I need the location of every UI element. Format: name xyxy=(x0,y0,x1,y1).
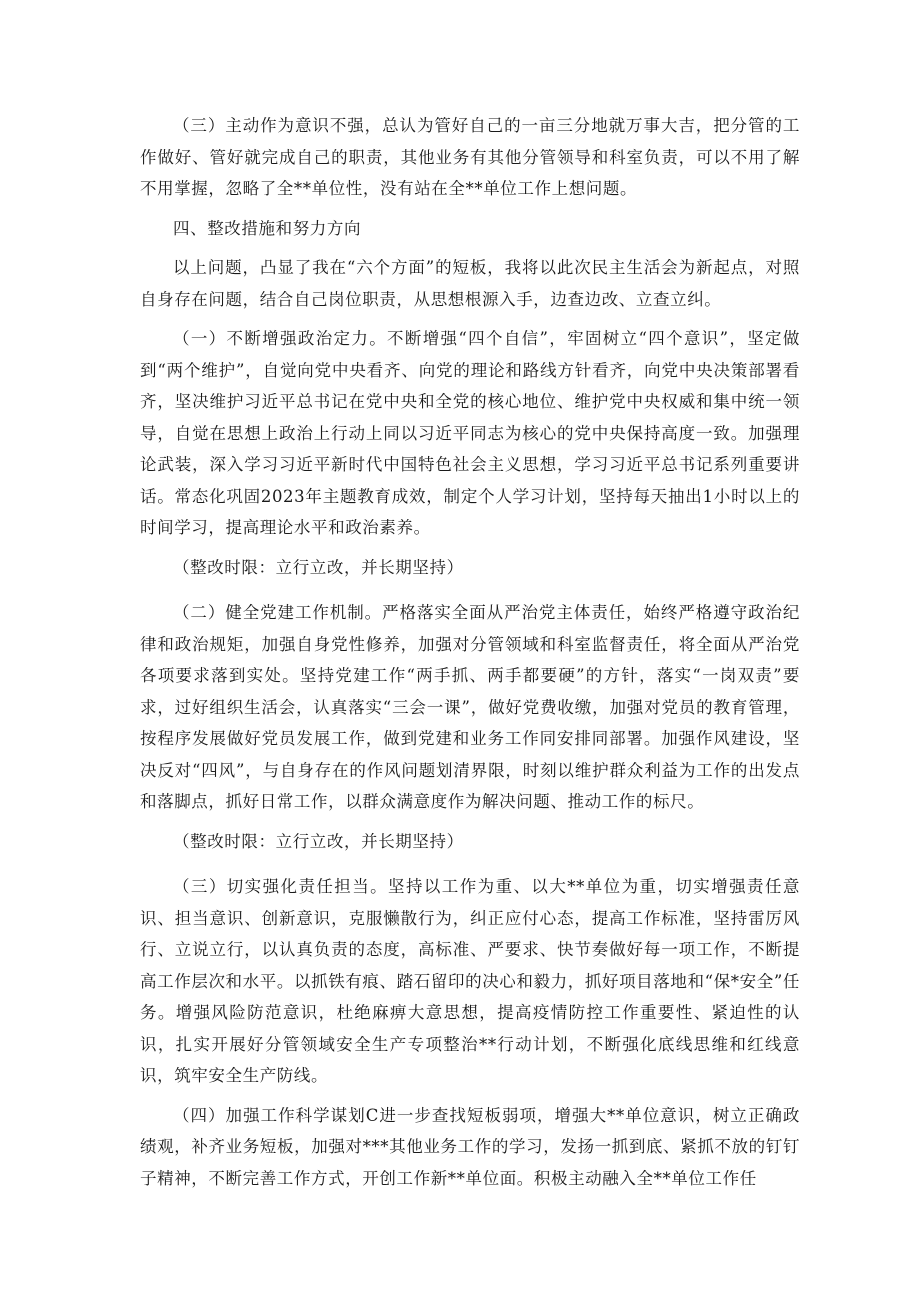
paragraph-er-party-building: （二）健全党建工作机制。严格落实全面从严治党主体责任，始终严格遵守政治纪律和政治规矩，加强自身党性修养，加强对分管领域和科室监督责任，将全面从严治党各项要求落到实处。坚持党建工作“两手抓、两手都要硬”的方针，落实“一岗双责”要求，过好组织生活会，认真落实“三会一课”，做好党费收缴，加强对党员的教育管理，按程序发展做好党员发展工作，做到党建和业务工作同安排同部署。加强作风建设，坚决反对“四风”，与自身存在的作风问题划清界限，时刻以维护群众利益为工作的出发点和落脚点，抓好日常工作，以群众满意度作为解决问题、推动工作的标尺。 xyxy=(140,603,800,811)
paragraph-intro-rectification: 以上问题，凸显了我在“六个方面”的短板，我将以此次民主生活会为新起点，对照自身存在问题，结合自己岗位职责，从思想根源入手，边查边改、立查立纠。 xyxy=(140,258,800,309)
deadline-note-1: （整改时限：立行立改，并长期坚持） xyxy=(173,557,464,577)
paragraph-san-proactive-awareness: （三）主动作为意识不强，总认为管好自己的一亩三分地就万事大吉，把分管的工作做好、管好就完成自己的职责，其他业务有其他分管领导和科室负责，可以不用了解不用掌握，忽略了全**单位性，没有站在全**单位工作上想问题。 xyxy=(140,116,800,198)
section-heading-rectification-measures: 四、整改措施和努力方向 xyxy=(173,218,362,238)
paragraph-si-work-planning: （四）加强工作科学谋划C进一步查找短板弱项，增强大**单位意识，树立正确政绩观，补齐业务短板，加强对***其他业务工作的学习，发扬一抓到底、紧抓不放的钉钉子精神，不断完善工作方式，开创工作新**单位面。积极主动融入全**单位工作任 xyxy=(140,1105,800,1188)
deadline-note-2: （整改时限：立行立改，并长期坚持） xyxy=(173,831,464,851)
paragraph-san-responsibility: （三）切实强化责任担当。坚持以工作为重、以大**单位为重，切实增强责任意识、担当意识、创新意识，克服懒散行为，纠正应付心态，提高工作标准，坚持雷厉风行、立说立行，以认真负责的态度，高标准、严要求、快节奏做好每一项工作，不断提高工作层次和水平。以抓铁有痕、踏石留印的决心和毅力，抓好项目落地和“保*安全”任务。增强风险防范意识，杜绝麻痹大意思想，提高疫情防控工作重要性、紧迫性的认识，扎实开展好分管领域安全生产专项整治**行动计划，不断强化底线思维和红线意识，筑牢安全生产防线。 xyxy=(140,877,800,1085)
paragraph-yi-political-resolve: （一）不断增强政治定力。不断增强“四个自信”，牢固树立“四个意识”，坚定做到“两个维护”，自觉向党中央看齐、向党的理论和路线方针看齐，向党中央决策部署看齐，坚决维护习近平总书记在党中央和全党的核心地位、维护党中央权威和集中统一领导，自觉在思想上政治上行动上同以习近平同志为核心的党中央保持高度一致。加强理论武装，深入学习习近平新时代中国特色社会主义思想，学习习近平总书记系列重要讲话。常态化巩固2023年主题教育成效，制定个人学习计划，坚持每天抽出1小时以上的时间学习，提高理论水平和政治素养。 xyxy=(140,329,800,537)
document-body xyxy=(140,110,800,1202)
